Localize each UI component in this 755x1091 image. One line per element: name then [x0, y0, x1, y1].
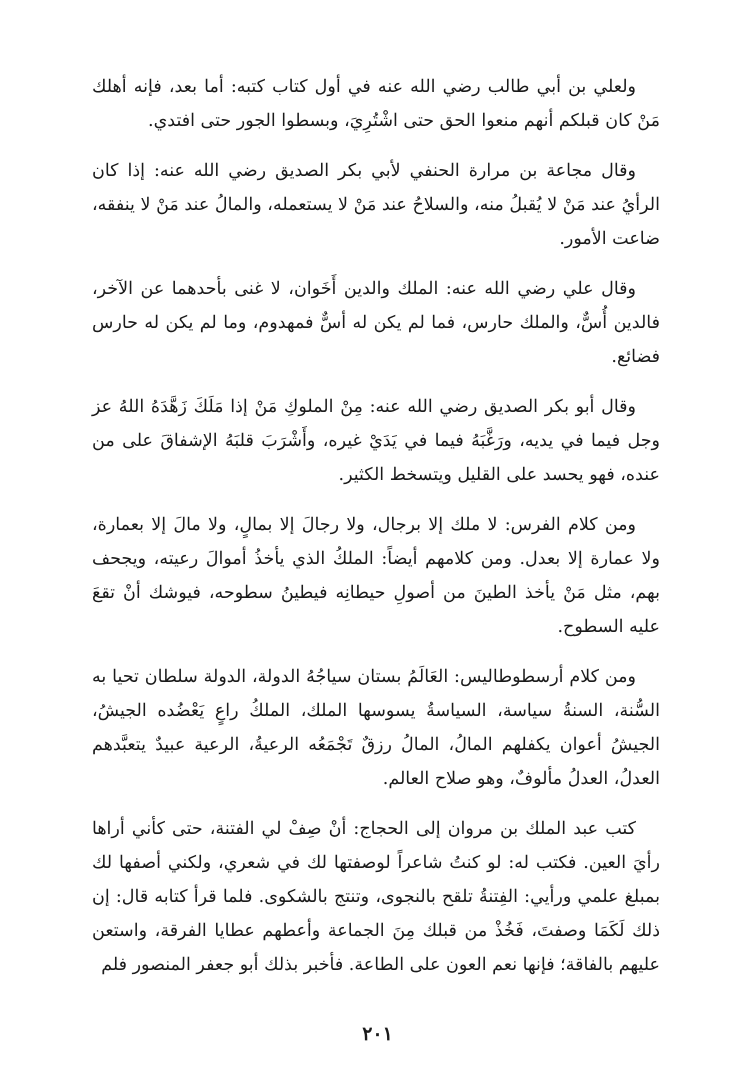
page-number: ٢٠١: [362, 1023, 393, 1045]
paragraph-abu-bakr: وقال أبو بكر الصديق رضي الله عنه: مِنْ الملوكِ مَنْ إذا مَلَكَ زَهَّدَهُ اللهُ عز وجل فيما في يديه، ورَغَّبَهُ فيما في يَدَيْ غيره، وأَشْرَبَ قلبَهُ الإشفاقَ على من عنده، فهو يحسد على القليل ويتسخط الكثير.: [92, 397, 660, 485]
paragraph-aristotle: ومن كلام أرسطوطاليس: العَالَمُ بستان سياجُهُ الدولة، الدولة سلطان تحيا به السُّنة، السنةُ سياسة، السياسةُ يسوسها الملك، الملكُ راعٍ يَعْضُده الجيشُ، الجيشُ أعوان يكفلهم المالُ، المالُ رزقٌ تَجْمَعُه الرعيةُ، الرعية عبيدٌ يتعبَّدهم العدلُ، العدلُ مألوفٌ، وهو صلاح العالم.: [92, 667, 660, 789]
paragraph-mujaa: وقال مجاعة بن مرارة الحنفي لأبي بكر الصديق رضي الله عنه: إذا كان الرأيُ عند مَنْ لا يُقبلُ منه، والسلاحُ عند مَنْ لا يستعمله، والمالُ عند مَنْ لا ينفقه، ضاعت الأمور.: [92, 161, 660, 249]
paragraph-abd-al-malik: كتب عبد الملك بن مروان إلى الحجاج: أنْ صِفْ لي الفتنة، حتى كأني أراها رأيَ العين. فكتب له: لو كنتُ شاعراً لوصفتها لك في شعري، ولكني أصفها لك بمبلغ علمي ورأيي: الفِتنةُ تلقح بالنجوى، وتنتج بالشكوى. فلما قرأ كتابه قال: إن ذلك لَكَمَا وصفتَ، فَخُذْ من قبلك مِنَ الجماعة وأعطهم عطايا الفرقة، واستعن عليهم بالفاقة؛ فإنها نعم العون على الطاعة. فأخبر بذلك أبو جعفر المنصور فلم: [92, 819, 660, 975]
paragraph-persians: ومن كلام الفرس: لا ملك إلا برجال، ولا رجالَ إلا بمالٍ، ولا مالَ إلا بعمارة، ولا عمارة إلا بعدل. ومن كلامهم أيضاً: الملكُ الذي يأخذُ أموالَ رعيته، ويجحف بهم، مثل مَنْ يأخذ الطينَ من أصولِ حيطانِه فيطينُ سطوحه، فيوشك أنْ تقعَ عليه السطوح.: [92, 515, 660, 637]
paragraph-king-and-religion: وقال علي رضي الله عنه: الملك والدين أَخَوان، لا غنى بأحدهما عن الآخر، فالدين أُسٌّ، والملك حارس، فما لم يكن له أسٌّ فمهدوم، وما لم يكن له حارس فضائع.: [92, 279, 660, 367]
paragraph-ali-letter: ولعلي بن أبي طالب رضي الله عنه في أول كتاب كتبه: أما بعد، فإنه أهلك مَنْ كان قبلكم أنهم منعوا الحق حتى اشْتُرِيَ، وبسطوا الجور حتى افتدي.: [92, 77, 660, 131]
